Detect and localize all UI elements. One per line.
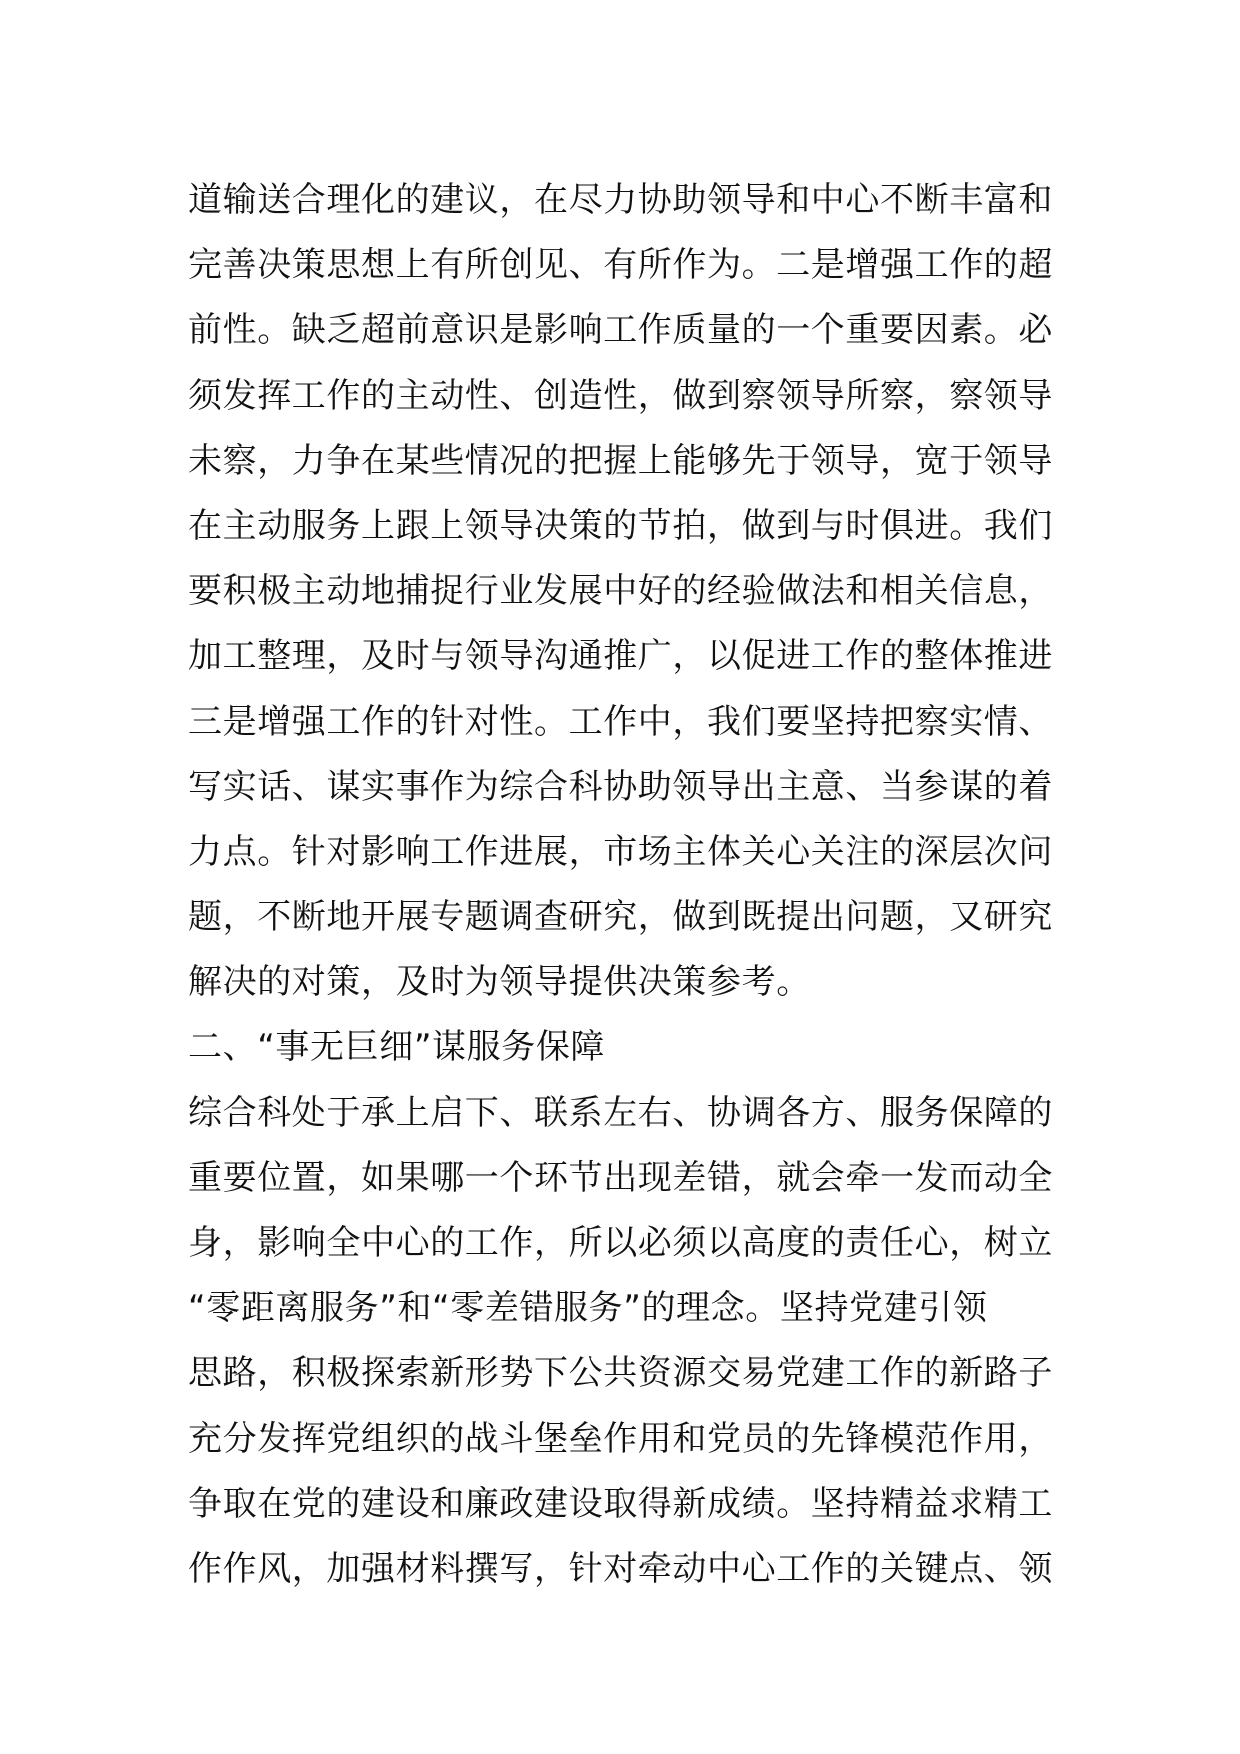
section-heading: 二、“事无巨细”谋服务保障 bbox=[188, 1027, 606, 1068]
text-line: 题，不断地开展专题调查研究，做到既提出问题，又研究 bbox=[188, 897, 1053, 938]
text-line: 要积极主动地捕捉行业发展中好的经验做法和相关信息， bbox=[188, 571, 1053, 612]
text-line: 加工整理，及时与领导沟通推广，以促进工作的整体推进 bbox=[188, 636, 1053, 677]
text-line: 力点。针对影响工作进展，市场主体关心关注的深层次问 bbox=[188, 831, 1053, 872]
text-line: 在主动服务上跟上领导决策的节拍，做到与时俱进。我们 bbox=[188, 505, 1053, 546]
text-line: 作作风，加强材料撰写，针对牵动中心工作的关键点、领 bbox=[188, 1548, 1053, 1589]
text-line: 思路，积极探索新形势下公共资源交易党建工作的新路子 bbox=[188, 1353, 1053, 1394]
text-line: 三是增强工作的针对性。工作中，我们要坚持把察实情、 bbox=[188, 701, 1053, 742]
text-line: 解决的对策，及时为领导提供决策参考。 bbox=[188, 962, 811, 1003]
text-line: 综合科处于承上启下、联系左右、协调各方、服务保障的 bbox=[188, 1092, 1053, 1133]
text-line: 重要位置，如果哪一个环节出现差错，就会牵一发而动全 bbox=[188, 1157, 1053, 1198]
document-body bbox=[188, 168, 1068, 1602]
text-line: 完善决策思想上有所创见、有所作为。二是增强工作的超 bbox=[188, 245, 1053, 286]
text-line: 身，影响全中心的工作，所以必须以高度的责任心，树立 bbox=[188, 1223, 1053, 1263]
text-line: 写实话、谋实事作为综合科协助领导出主意、当参谋的着 bbox=[188, 766, 1053, 807]
text-line: 道输送合理化的建议，在尽力协助领导和中心不断丰富和 bbox=[188, 180, 1053, 220]
text-line: 未察，力争在某些情况的把握上能够先于领导，宽于领导 bbox=[188, 440, 1053, 481]
text-line: 前性。缺乏超前意识是影响工作质量的一个重要因素。必 bbox=[188, 310, 1053, 351]
text-line: 须发挥工作的主动性、创造性，做到察领导所察，察领导 bbox=[188, 375, 1053, 416]
text-line: “零距离服务”和“零差错服务”的理念。坚持党建引领 bbox=[188, 1288, 988, 1329]
text-line: 充分发挥党组织的战斗堡垒作用和党员的先锋模范作用， bbox=[188, 1418, 1053, 1459]
text-line: 争取在党的建设和廉政建设取得新成绩。坚持精益求精工 bbox=[188, 1483, 1053, 1524]
